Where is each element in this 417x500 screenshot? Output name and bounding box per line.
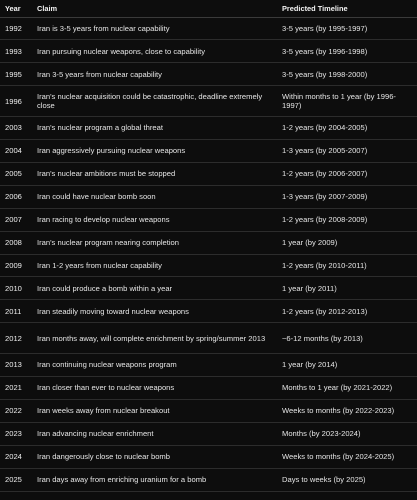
timeline-cell: Days to weeks (by 2025): [277, 468, 417, 491]
claim-cell: Iran's nuclear program nearing completion: [32, 231, 277, 254]
year-cell: 2005: [0, 162, 32, 185]
table-row: [0, 140, 417, 163]
table-row: [0, 422, 417, 445]
table-row: [0, 377, 417, 400]
year-cell: 2011: [0, 300, 32, 323]
timeline-cell: Weeks to months (by 2022-2023): [277, 399, 417, 422]
table-row: [0, 254, 417, 277]
claim-cell: Iran weeks away from nuclear breakout: [32, 399, 277, 422]
timeline-cell: 1-2 years (by 2006-2007): [277, 162, 417, 185]
claim-cell: Iran continuing nuclear weapons program: [32, 354, 277, 377]
claim-cell: Iran pursuing nuclear weapons, close to capability: [32, 40, 277, 63]
timeline-cell: 1-2 years (by 2012-2013): [277, 300, 417, 323]
claim-cell: Iran days away from enriching uranium for a bomb: [32, 468, 277, 491]
table-header-row: [0, 0, 417, 17]
claim-cell: Iran could have nuclear bomb soon: [32, 185, 277, 208]
year-cell: 2006: [0, 185, 32, 208]
timeline-cell: ~6-12 months (by 2013): [277, 323, 417, 354]
table-row: [0, 323, 417, 354]
year-cell: 2022: [0, 399, 32, 422]
table-row: [0, 162, 417, 185]
claim-cell: Iran advancing nuclear enrichment: [32, 422, 277, 445]
claim-cell: Iran closer than ever to nuclear weapons: [32, 377, 277, 400]
year-cell: 1995: [0, 63, 32, 86]
table-row: [0, 277, 417, 300]
table-row: [0, 445, 417, 468]
table-row: [0, 185, 417, 208]
timeline-cell: Weeks to months (by 2024-2025): [277, 445, 417, 468]
year-cell: 1996: [0, 86, 32, 117]
header-claim: Claim: [32, 0, 277, 17]
timeline-cell: 1 year (by 2014): [277, 354, 417, 377]
table-row: [0, 86, 417, 117]
claim-cell: Iran months away, will complete enrichment by spring/summer 2013: [32, 323, 277, 354]
year-cell: 2013: [0, 354, 32, 377]
year-cell: 2009: [0, 254, 32, 277]
claim-cell: Iran 1-2 years from nuclear capability: [32, 254, 277, 277]
year-cell: 2025: [0, 468, 32, 491]
claim-cell: Iran's nuclear program a global threat: [32, 117, 277, 140]
timeline-cell: 1-2 years (by 2008-2009): [277, 208, 417, 231]
timeline-cell: 3-5 years (by 1996-1998): [277, 40, 417, 63]
claim-cell: Iran steadily moving toward nuclear weapons: [32, 300, 277, 323]
year-cell: 2021: [0, 377, 32, 400]
year-cell: 1993: [0, 40, 32, 63]
year-cell: 2024: [0, 445, 32, 468]
timeline-cell: 1 year (by 2009): [277, 231, 417, 254]
claim-cell: Iran's nuclear acquisition could be catastrophic, deadline extremely close: [32, 86, 277, 117]
header-predicted-timeline: Predicted Timeline: [277, 0, 417, 17]
timeline-cell: 3-5 years (by 1995-1997): [277, 17, 417, 40]
header-year: Year: [0, 0, 32, 17]
table-row: [0, 17, 417, 40]
claim-cell: Iran aggressively pursuing nuclear weapons: [32, 140, 277, 163]
table-row: [0, 354, 417, 377]
table-body: [0, 17, 417, 491]
year-cell: 1992: [0, 17, 32, 40]
timeline-cell: 3-5 years (by 1998-2000): [277, 63, 417, 86]
timeline-cell: 1-3 years (by 2007-2009): [277, 185, 417, 208]
table-row: [0, 231, 417, 254]
year-cell: 2007: [0, 208, 32, 231]
claim-cell: Iran's nuclear ambitions must be stopped: [32, 162, 277, 185]
year-cell: 2003: [0, 117, 32, 140]
table-row: [0, 117, 417, 140]
table-row: [0, 40, 417, 63]
table-row: [0, 300, 417, 323]
year-cell: 2010: [0, 277, 32, 300]
timeline-cell: 1-2 years (by 2004-2005): [277, 117, 417, 140]
timeline-cell: 1-2 years (by 2010-2011): [277, 254, 417, 277]
claim-cell: Iran could produce a bomb within a year: [32, 277, 277, 300]
timeline-cell: 1 year (by 2011): [277, 277, 417, 300]
claim-cell: Iran dangerously close to nuclear bomb: [32, 445, 277, 468]
table-row: [0, 63, 417, 86]
timeline-cell: Months to 1 year (by 2021-2022): [277, 377, 417, 400]
table-row: [0, 208, 417, 231]
timeline-cell: Within months to 1 year (by 1996-1997): [277, 86, 417, 117]
year-cell: 2008: [0, 231, 32, 254]
claim-cell: Iran racing to develop nuclear weapons: [32, 208, 277, 231]
year-cell: 2012: [0, 323, 32, 354]
year-cell: 2023: [0, 422, 32, 445]
claim-cell: Iran is 3-5 years from nuclear capability: [32, 17, 277, 40]
claim-cell: Iran 3-5 years from nuclear capability: [32, 63, 277, 86]
table-row: [0, 468, 417, 491]
timeline-cell: Months (by 2023-2024): [277, 422, 417, 445]
table-row: [0, 399, 417, 422]
year-cell: 2004: [0, 140, 32, 163]
timeline-cell: 1-3 years (by 2005-2007): [277, 140, 417, 163]
